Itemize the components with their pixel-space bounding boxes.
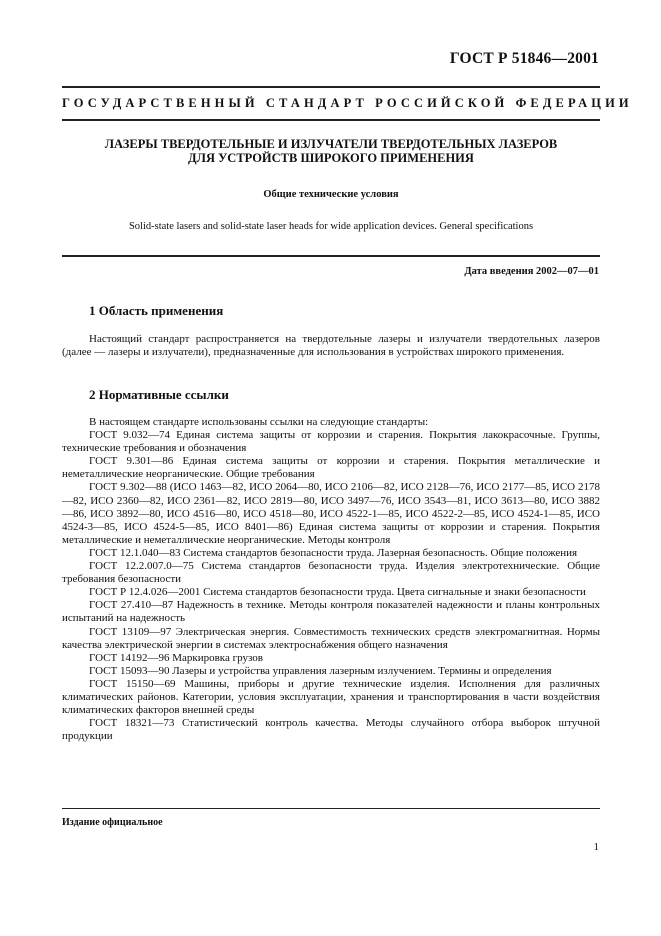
header-rule-bottom: [62, 119, 600, 121]
reference-item: ГОСТ 13109—97 Электрическая энергия. Совместимость технических средств электромагнитная. Нормы качества электрической энергии в системах электроснабжения общего назначения: [62, 625, 600, 651]
document-subtitle: Общие технические условия: [263, 189, 399, 200]
header-rule-top: [62, 86, 600, 88]
section-2-heading: 2 Нормативные ссылки: [89, 387, 229, 402]
section-2-body: [62, 416, 600, 743]
reference-item: ГОСТ 14192—96 Маркировка грузов: [89, 651, 263, 664]
footer-rule: [62, 808, 600, 809]
reference-item: ГОСТ 15093—90 Лазеры и устройства управления лазерным излучением. Термины и определения: [89, 664, 552, 677]
reference-item: ГОСТ 9.301—86 Единая система защиты от коррозии и старения. Покрытия металлические и неметаллические неорганические. Общие требования: [62, 455, 600, 481]
page-number: 1: [593, 841, 599, 853]
official-edition-label: Издание официальное: [62, 817, 163, 828]
reference-item: ГОСТ 27.410—87 Надежность в технике. Методы контроля показателей надежности и планы контрольных испытаний на надежность: [62, 599, 600, 625]
section-1-heading: 1 Область применения: [89, 303, 224, 318]
reference-item: ГОСТ 9.032—74 Единая система защиты от коррозии и старения. Покрытия лакокрасочные. Группы, технические требования и обозначения: [62, 429, 600, 455]
title-rule: [62, 255, 600, 257]
section-1-paragraph: Настоящий стандарт распространяется на твердотельные лазеры и излучатели твердотельных лазеров (далее — лазеры и излучатели), предназначенные для использования в устройствах широкого применения.: [62, 333, 600, 359]
document-number: ГОСТ Р 51846—2001: [449, 50, 599, 67]
title-line-1: ЛАЗЕРЫ ТВЕРДОТЕЛЬНЫЕ И ИЗЛУЧАТЕЛИ ТВЕРДОТЕЛЬНЫХ ЛАЗЕРОВ: [104, 137, 558, 151]
section-2-intro: В настоящем стандарте использованы ссылки на следующие стандарты:: [89, 416, 429, 428]
document-title: [62, 137, 600, 165]
reference-item: ГОСТ 9.302—88 (ИСО 1463—82, ИСО 2064—80, ИСО 2106—82, ИСО 2128—76, ИСО 2177—85, ИСО 2178—82, ИСО 2360—82, ИСО 2361—82, ИСО 2819—80, ИСО 3497—76, ИСО 3543—81, ИСО 3613—80, ИСО 3882—86, ИСО 3892—80, ИСО 4516—80, ИСО 4518—80, ИСО 4522-1—85, ИСО 4522-2—85, ИСО 4524-1—85, ИСО 4524-3—85, ИСО 4524-5—85, ИСО 8401—86) Единая система защиты от коррозии и старения. Покрытия металлические и неметаллические неорганические. Методы контроля: [62, 481, 600, 546]
english-title: Solid-state lasers and solid-state laser heads for wide application devices. General specifications: [128, 221, 534, 232]
reference-item: ГОСТ 18321—73 Статистический контроль качества. Методы случайного отбора выборок штучной продукции: [62, 717, 600, 743]
state-standard-heading: ГОСУДАРСТВЕННЫЙ СТАНДАРТ РОССИЙСКОЙ ФЕДЕРАЦИИ: [62, 96, 633, 110]
reference-item: ГОСТ 12.2.007.0—75 Система стандартов безопасности труда. Изделия электротехнические. Общие требования безопасности: [62, 560, 600, 586]
reference-item: ГОСТ 15150—69 Машины, приборы и другие технические изделия. Исполнения для различных климатических районов. Категории, условия эксплуатации, хранения и транспортирования в части воздействия климатических факторов внешней среды: [62, 677, 600, 717]
reference-item: ГОСТ Р 12.4.026—2001 Система стандартов безопасности труда. Цвета сигнальные и знаки безопасности: [89, 586, 586, 599]
introduction-date: Дата введения 2002—07—01: [464, 266, 599, 277]
section-1-body: [62, 333, 600, 359]
reference-item: ГОСТ 12.1.040—83 Система стандартов безопасности труда. Лазерная безопасность. Общие положения: [89, 546, 578, 559]
title-line-2: ДЛЯ УСТРОЙСТВ ШИРОКОГО ПРИМЕНЕНИЯ: [188, 151, 474, 165]
